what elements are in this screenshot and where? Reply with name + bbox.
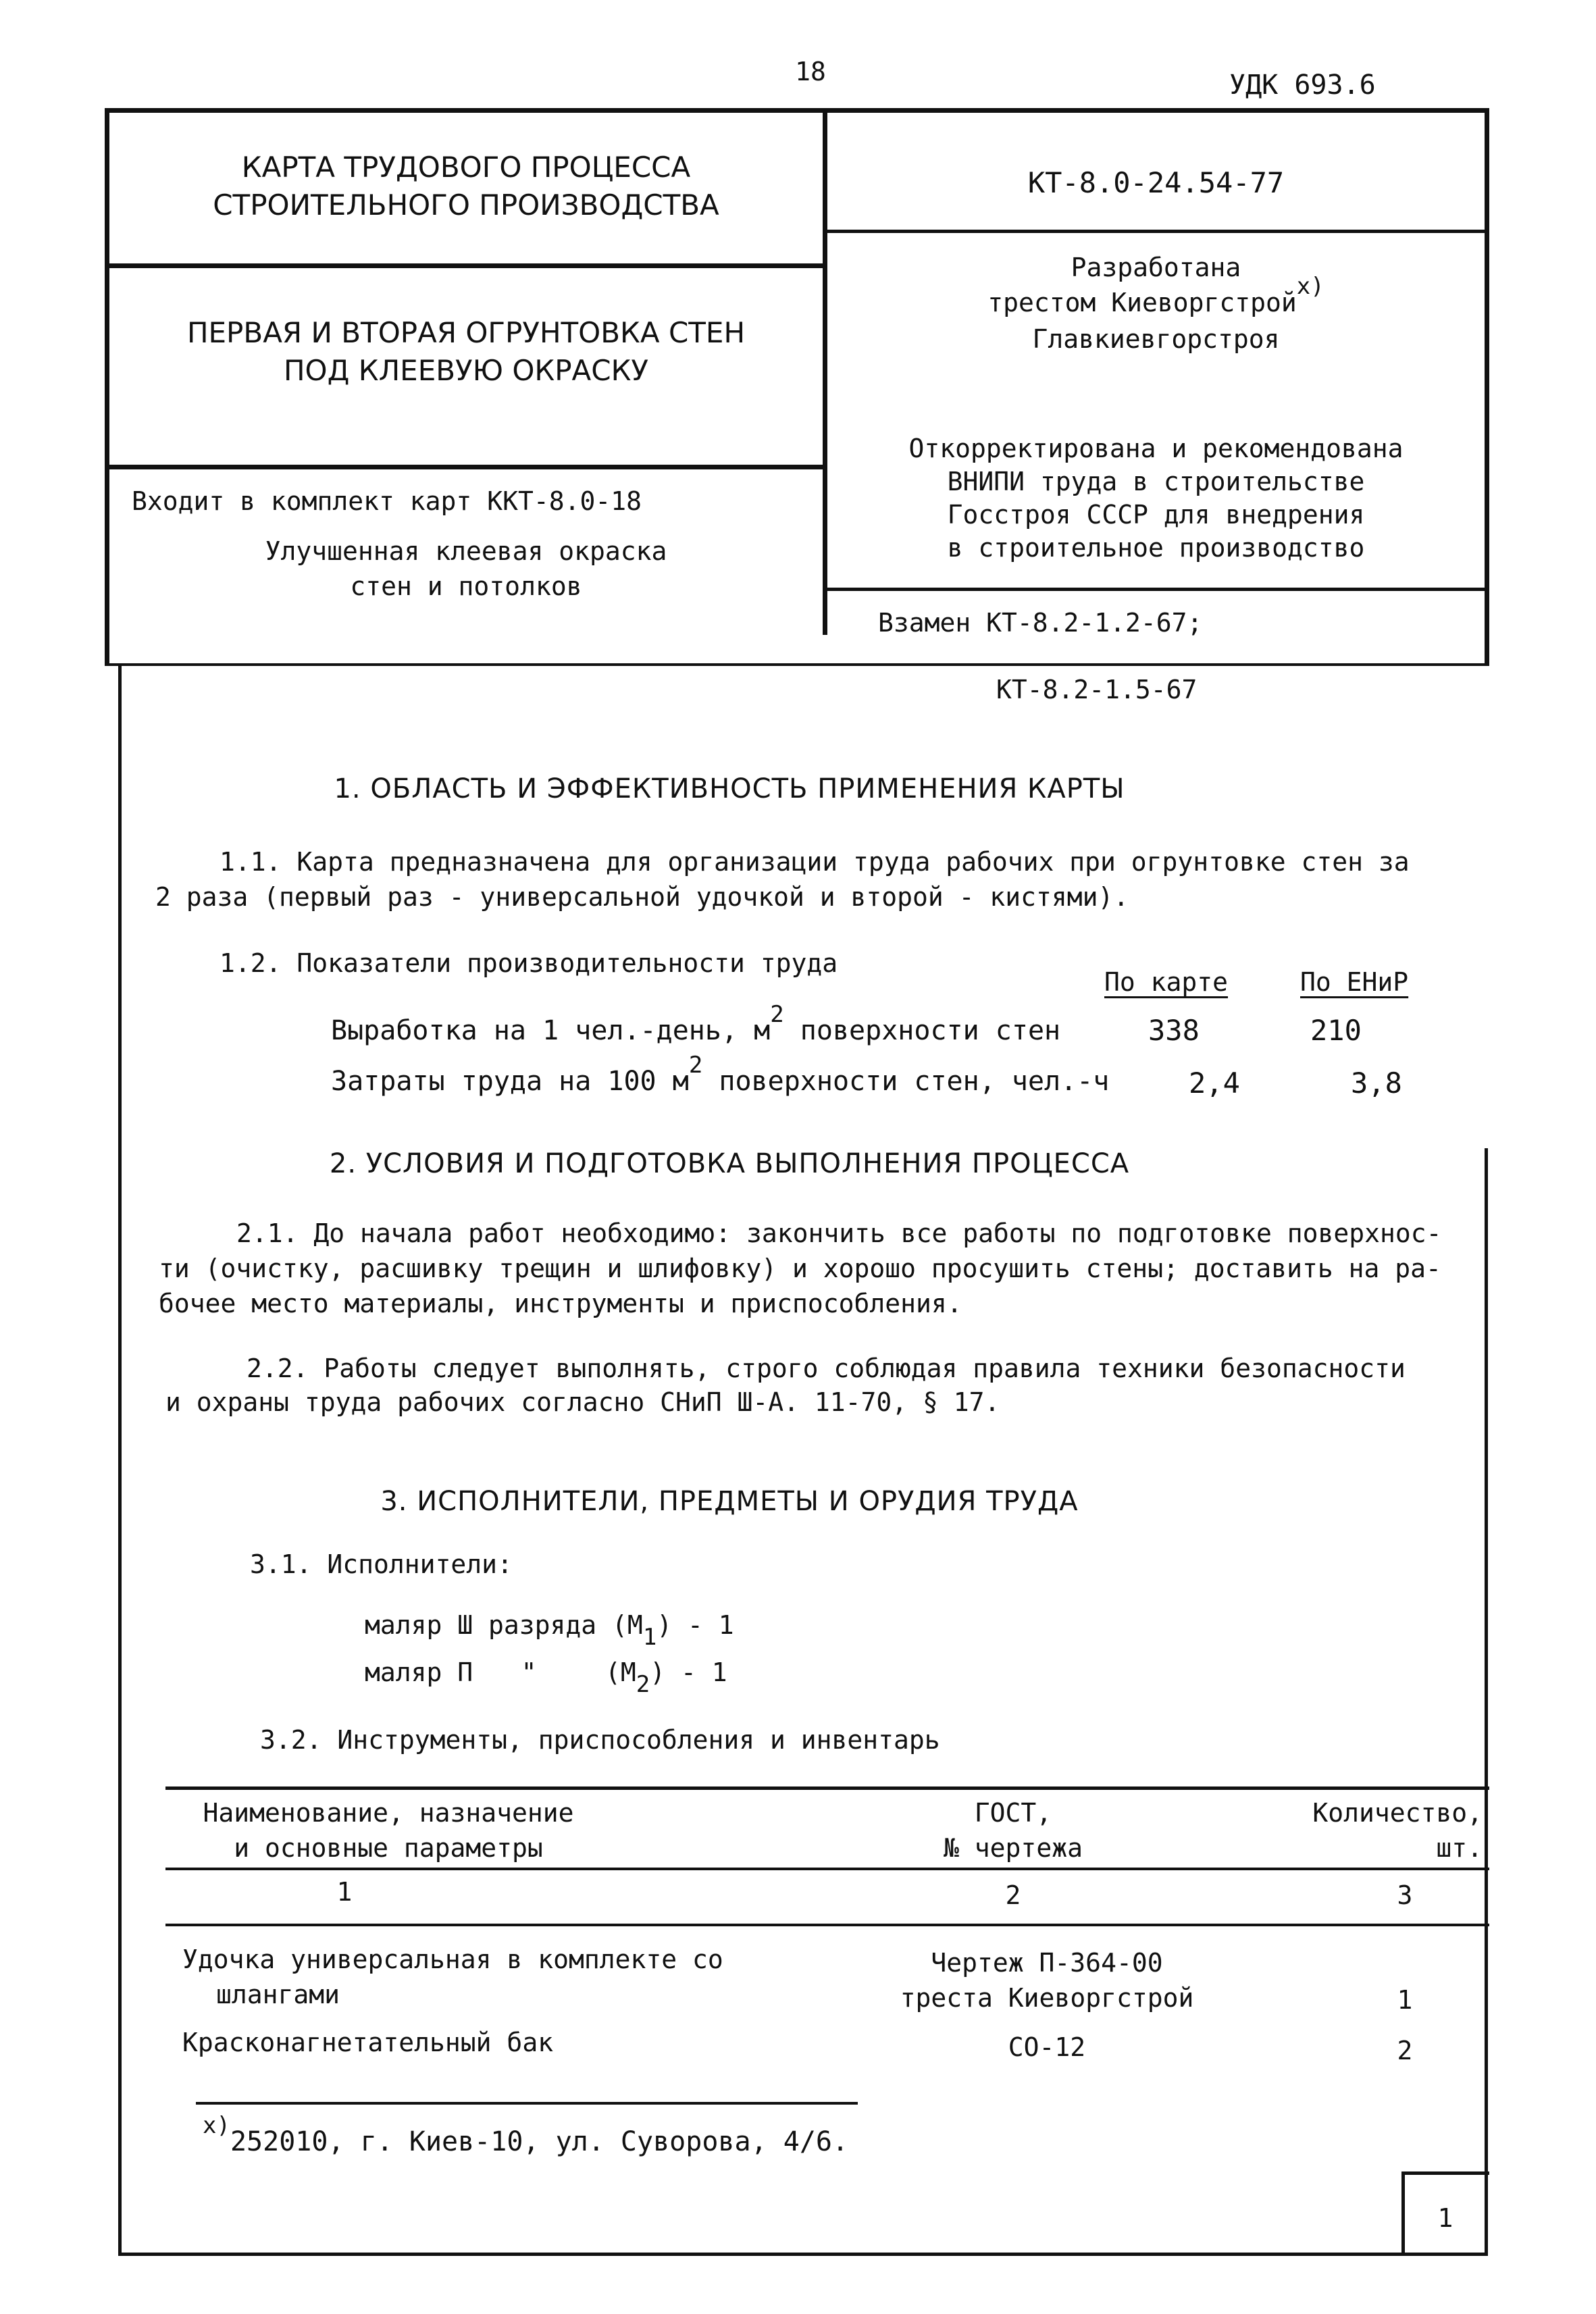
table-header-qty: Количество, шт.	[1312, 1798, 1483, 1863]
output-card-value: 338	[1148, 1014, 1200, 1047]
table-header-gost: ГОСТ, № чертежа	[944, 1798, 1083, 1863]
table-cell-gost: СО-12	[1008, 2032, 1086, 2062]
card-title: ПЕРВАЯ И ВТОРАЯ ОГРУНТОВКА СТЕН ПОД КЛЕЕВУЮ ОКРАСКУ	[186, 316, 746, 387]
table-row: Удочка универсальная в комплекте со шлангами	[182, 1945, 723, 2009]
replaces: Взамен КТ-8.2-1.2-67;	[878, 608, 1203, 638]
output-enir-value: 210	[1310, 1014, 1362, 1047]
paragraph-3-1: 3.1. Исполнители:	[250, 1549, 513, 1579]
paragraph-3-2: 3.2. Инструменты, приспособления и инвентарь	[260, 1725, 940, 1755]
table-cell-qty: 1	[1397, 1985, 1413, 2015]
footnote: $^{x)}$252010, г. Киев-10, ул. Суворова, 4/6.	[203, 2112, 849, 2157]
sheet-box-top	[1401, 2171, 1489, 2175]
table-header-name: Наименование, назначение и основные параметры	[203, 1798, 574, 1863]
footnote-mark: x)	[203, 2112, 230, 2139]
developed-by: Разработана трестом Киеворгстройx) Главкиевгорстроя	[987, 253, 1324, 354]
labor-row-label: Затраты труда на 100 $м^2$ поверхности стен, чел.-ч	[331, 1052, 1110, 1097]
page-number: 18	[795, 57, 826, 86]
paragraph-1-2: 1.2. Показатели производительности труда	[220, 948, 838, 978]
udc-code: УДК 693.6	[1229, 70, 1376, 101]
paragraph-2-2-cont: и охраны труда рабочих согласно СНиП Ш-А. 11-70, § 17.	[165, 1387, 1000, 1417]
table-row: Красконагнетательный бак	[182, 2028, 554, 2057]
footnote-mark: x)	[1296, 273, 1324, 300]
col-card-header: По карте	[1104, 967, 1229, 997]
table-col-number-3: 3	[1397, 1880, 1413, 1910]
replaces-2: КТ-8.2-1.5-67	[996, 675, 1198, 704]
set-label: Входит в комплект карт ККТ-8.0-18	[132, 486, 642, 516]
paragraph-2-1-cont: ти (очистку, расшивку трещин и шлифовку) и хорошо просушить стены; доставить на ра-	[159, 1254, 1441, 1283]
set-name: Улучшенная клеевая окраска стен и потолков	[265, 536, 667, 601]
paragraph-2-1-cont2: бочее место материалы, инструменты и приспособления.	[159, 1289, 962, 1318]
section1-heading: 1. ОБЛАСТЬ И ЭФФЕКТИВНОСТЬ ПРИМЕНЕНИЯ КАРТЫ	[334, 773, 1125, 804]
section2-heading: 2. УСЛОВИЯ И ПОДГОТОВКА ВЫПОЛНЕНИЯ ПРОЦЕССА	[329, 1148, 1130, 1179]
labor-enir-value: 3,8	[1351, 1066, 1402, 1100]
paragraph-1-1: 1.1. Карта предназначена для организации труда рабочих при огрунтовке стен за	[220, 847, 1410, 877]
sheet-number: 1	[1437, 2203, 1453, 2233]
col-enir-header: По ЕНиР	[1300, 967, 1409, 997]
paragraph-2-2: 2.2. Работы следует выполнять, строго соблюдая правила техники безопасности	[247, 1354, 1406, 1383]
table-col-number-2: 2	[1005, 1880, 1021, 1910]
corrected-by: Откорректирована и рекомендована ВНИПИ труда в строительстве Госстроя СССР для внедрения в строительное производство	[908, 434, 1404, 563]
table-cell-gost: Чертеж П-364-00 треста Киеворгстрой	[900, 1948, 1194, 2013]
table-cell-qty: 2	[1397, 2036, 1413, 2065]
section3-heading: 3. ИСПОЛНИТЕЛИ, ПРЕДМЕТЫ И ОРУДИЯ ТРУДА	[380, 1486, 1079, 1517]
footnote-rule	[196, 2102, 858, 2105]
table-col-number-1: 1	[336, 1877, 353, 1907]
output-row-label: Выработка на 1 чел.-день, $м^2$ поверхности стен	[331, 1001, 1061, 1046]
card-type: КАРТА ТРУДОВОГО ПРОЦЕССА СТРОИТЕЛЬНОГО ПРОИЗВОДСТВА	[213, 151, 719, 222]
worker-1: маляр Ш разряда (М1) - 1	[365, 1610, 734, 1651]
card-code: КТ-8.0-24.54-77	[1027, 166, 1285, 199]
labor-card-value: 2,4	[1189, 1066, 1240, 1100]
worker-2: маляр П " (М2) - 1	[365, 1657, 727, 1698]
paragraph-2-1: 2.1. До начала работ необходимо: закончить все работы по подготовке поверхнос-	[236, 1218, 1442, 1248]
paragraph-1-1-cont: 2 раза (первый раз - универсальной удочкой и второй - кистями).	[155, 882, 1129, 912]
